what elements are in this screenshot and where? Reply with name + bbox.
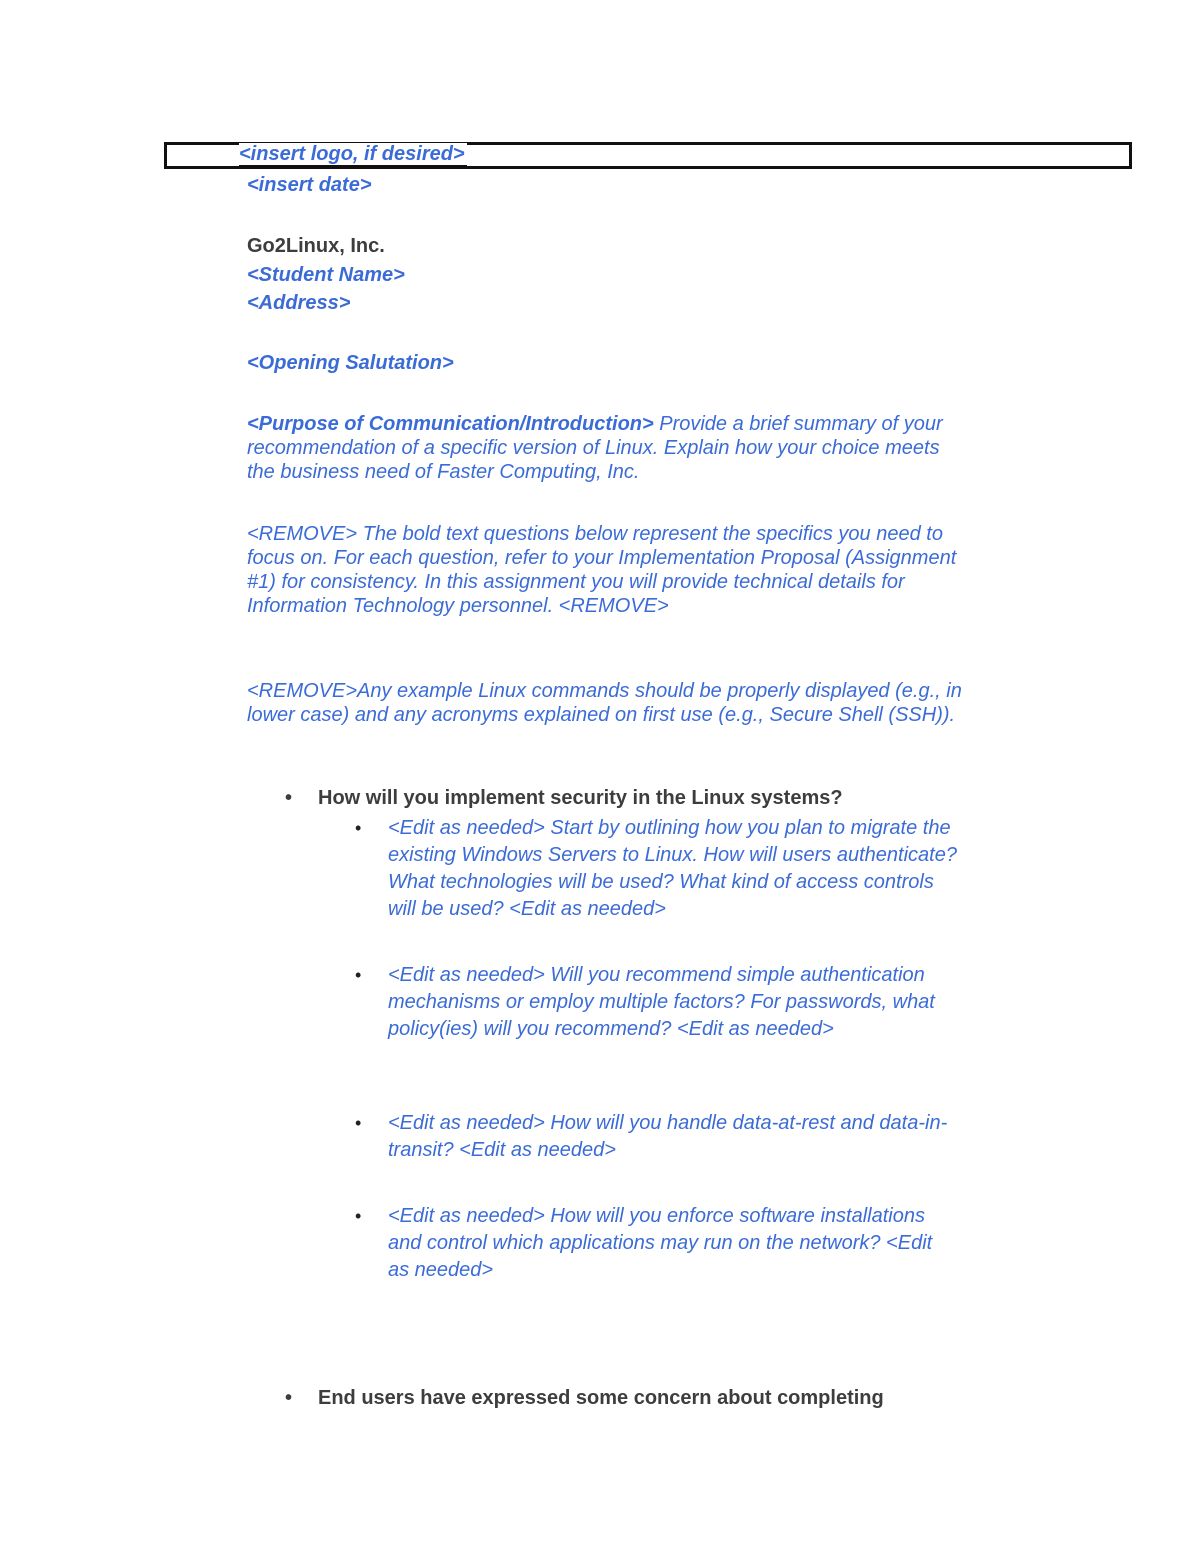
- remove-note-1: <REMOVE> The bold text questions below represent the specifics you need to focus on. For each question, refer to your Implementation Proposal (Assignment #1) for consistency. In this assignment you will provide technical details for Information Technology personnel. <REMOVE>: [247, 523, 957, 617]
- subitem-text: <Edit as needed> Will you recommend simple authentication mechanisms or employ multiple factors? For passwords, what policy(ies) will you recommend? <Edit as needed>: [388, 964, 935, 1040]
- student-name-placeholder: <Student Name>: [247, 264, 405, 286]
- date-placeholder: <insert date>: [247, 174, 372, 196]
- question-1-text: How will you implement security in the Linux systems?: [318, 787, 843, 809]
- bullet-icon: •: [355, 818, 362, 838]
- question-2-text: End users have expressed some concern about completing: [318, 1387, 884, 1409]
- subitem-text: <Edit as needed> Start by outlining how you plan to migrate the existing Windows Servers to Linux. How will users authenticate? What technologies will be used? What kind of access controls will be used? <Edit as needed>: [388, 817, 957, 920]
- address-placeholder: <Address>: [247, 292, 351, 314]
- bullet-icon: •: [285, 787, 293, 809]
- bullet-icon: •: [355, 965, 362, 985]
- subitem-text: <Edit as needed> How will you handle data-at-rest and data-in-transit? <Edit as needed>: [388, 1112, 948, 1161]
- bullet-icon: •: [355, 1113, 362, 1133]
- remove-note-2: <REMOVE>Any example Linux commands should be properly displayed (e.g., in lower case) and any acronyms explained on first use (e.g., Secure Shell (SSH)).: [247, 680, 962, 726]
- purpose-paragraph: [247, 412, 967, 484]
- bullet-icon: •: [355, 1206, 362, 1226]
- logo-placeholder-box: [164, 142, 1132, 169]
- subitem-text: <Edit as needed> How will you enforce software installations and control which applications may run on the network? <Edit as needed>: [388, 1205, 933, 1281]
- bullet-icon: •: [285, 1387, 293, 1409]
- purpose-label: <Purpose of Communication/Introduction>: [247, 413, 654, 435]
- logo-placeholder: <insert logo, if desired>: [239, 143, 465, 165]
- purpose-text: Provide a brief summary of your recommendation of a specific version of Linux. Explain how your choice meets the business need of Faster Computing, Inc.: [247, 413, 943, 483]
- opening-salutation: <Opening Salutation>: [247, 352, 454, 374]
- company-name: Go2Linux, Inc.: [247, 235, 385, 257]
